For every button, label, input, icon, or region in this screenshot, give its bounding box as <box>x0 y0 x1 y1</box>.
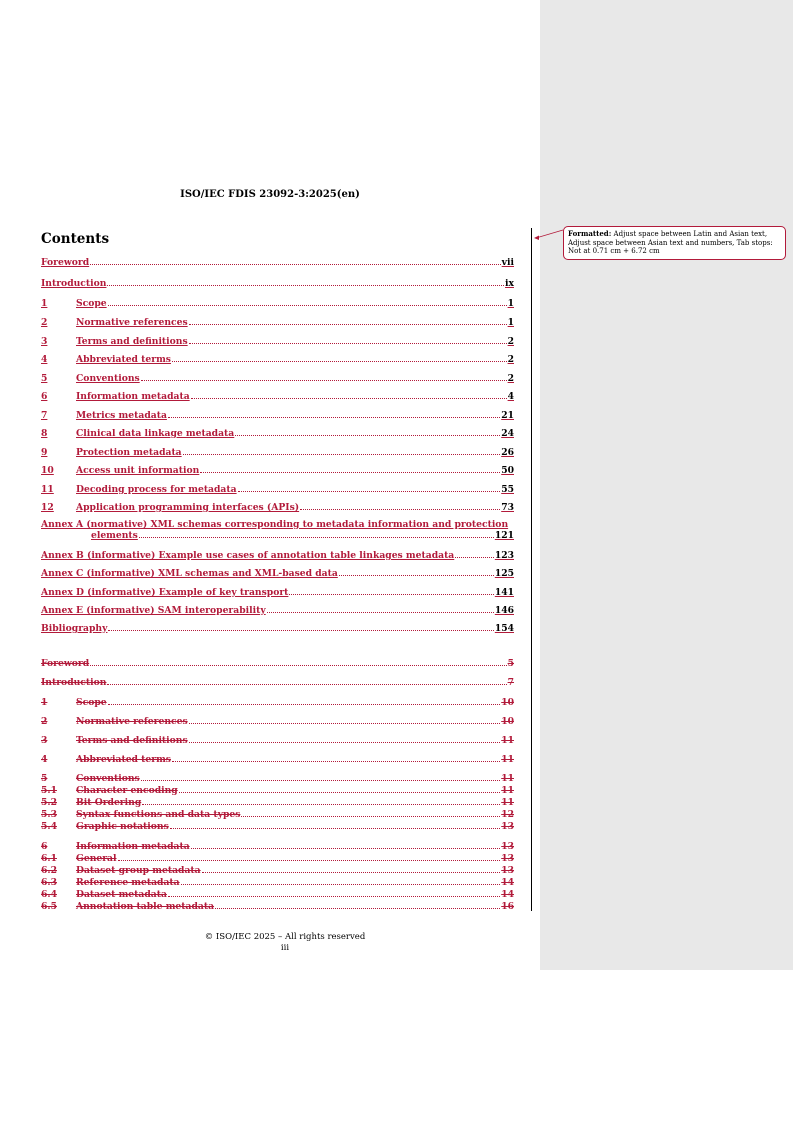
deleted-toc-entry-conventions[interactable]: 5 Conventions 11 <box>41 773 514 784</box>
toc-entry-abbreviated-terms[interactable]: 4 Abbreviated terms 2 <box>41 354 514 365</box>
deleted-toc-entry-syntax-functions[interactable]: 5.3 Syntax functions and data types 12 <box>41 809 514 820</box>
toc-entry-foreword[interactable]: Foreword vii <box>41 257 514 268</box>
toc-entry-annex-c[interactable]: Annex C (informative) XML schemas and XML-based data 125 <box>41 568 514 579</box>
toc-entry-bibliography[interactable]: Bibliography 154 <box>41 623 514 634</box>
deleted-toc-entry-normative-references[interactable]: 2 Normative references 10 <box>41 716 514 727</box>
deleted-toc-entry-information-metadata[interactable]: 6 Information metadata 13 <box>41 841 514 852</box>
toc-entry-apis[interactable]: 12 Application programming interfaces (APIs) 73 <box>41 502 514 513</box>
toc-entry-normative-references[interactable]: 2 Normative references 1 <box>41 317 514 328</box>
contents-title: Contents <box>41 231 110 247</box>
toc-entry-scope[interactable]: 1 Scope 1 <box>41 298 514 309</box>
change-bar <box>531 228 532 911</box>
deleted-toc-entry-dataset-group-metadata[interactable]: 6.2 Dataset group metadata 13 <box>41 865 514 876</box>
deleted-toc-entry-annotation-table-metadata[interactable]: 6.5 Annotation table metadata 16 <box>41 901 514 912</box>
deleted-toc-entry-terms-definitions[interactable]: 3 Terms and definitions 11 <box>41 735 514 746</box>
toc-entry-metrics-metadata[interactable]: 7 Metrics metadata 21 <box>41 410 514 421</box>
deleted-toc-entry-graphic-notations[interactable]: 5.4 Graphic notations 13 <box>41 821 514 832</box>
toc-entry-protection-metadata[interactable]: 9 Protection metadata 26 <box>41 447 514 458</box>
toc-entry-annex-e[interactable]: Annex E (informative) SAM interoperability 146 <box>41 605 514 616</box>
toc-entry-annex-b[interactable]: Annex B (informative) Example use cases of annotation table linkages metadata 123 <box>41 550 514 561</box>
toc-entry-clinical-data-linkage[interactable]: 8 Clinical data linkage metadata 24 <box>41 428 514 439</box>
deleted-toc-entry-reference-metadata[interactable]: 6.3 Reference metadata 14 <box>41 877 514 888</box>
toc-entry-conventions[interactable]: 5 Conventions 2 <box>41 373 514 384</box>
page-footer <box>0 932 570 954</box>
footer-copyright: © ISO/IEC 2025 – All rights reserved <box>204 932 366 942</box>
footer-page-number: iii <box>280 943 290 953</box>
comment-text: Adjust space between Latin and Asian text, Adjust space between Asian text and numbers, Tab stops: Not at 0.71 cm + 6.72 cm <box>568 230 773 255</box>
deleted-toc-entry-introduction[interactable]: Introduction 7 <box>41 677 514 688</box>
comment-label: Formatted: <box>568 229 612 238</box>
toc-entry-decoding-process[interactable]: 11 Decoding process for metadata 55 <box>41 484 514 495</box>
deleted-toc-entry-character-encoding[interactable]: 5.1 Character encoding 11 <box>41 785 514 796</box>
deleted-toc-entry-scope[interactable]: 1 Scope 10 <box>41 697 514 708</box>
toc-entry-introduction[interactable]: Introduction ix <box>41 278 514 289</box>
toc-entry-annex-a[interactable]: Annex A (normative) XML schemas corresponding to metadata information and protection elements 121 <box>41 519 514 541</box>
deleted-toc-entry-dataset-metadata[interactable]: 6.4 Dataset metadata 14 <box>41 889 514 900</box>
comment-connector-line <box>534 228 564 240</box>
comment-pane <box>540 0 793 970</box>
deleted-toc-entry-bit-ordering[interactable]: 5.2 Bit Ordering 11 <box>41 797 514 808</box>
formatting-comment[interactable] <box>563 226 786 260</box>
deleted-toc-entry-foreword[interactable]: Foreword 5 <box>41 658 514 669</box>
toc-entry-terms-definitions[interactable]: 3 Terms and definitions 2 <box>41 336 514 347</box>
toc-entry-information-metadata[interactable]: 6 Information metadata 4 <box>41 391 514 402</box>
toc-entry-annex-d[interactable]: Annex D (informative) Example of key transport 141 <box>41 587 514 598</box>
deleted-toc-entry-general[interactable]: 6.1 General 13 <box>41 853 514 864</box>
toc-entry-access-unit-information[interactable]: 10 Access unit information 50 <box>41 465 514 476</box>
document-header: ISO/IEC FDIS 23092-3:2025(en) <box>180 189 360 200</box>
deleted-toc-entry-abbreviated-terms[interactable]: 4 Abbreviated terms 11 <box>41 754 514 765</box>
